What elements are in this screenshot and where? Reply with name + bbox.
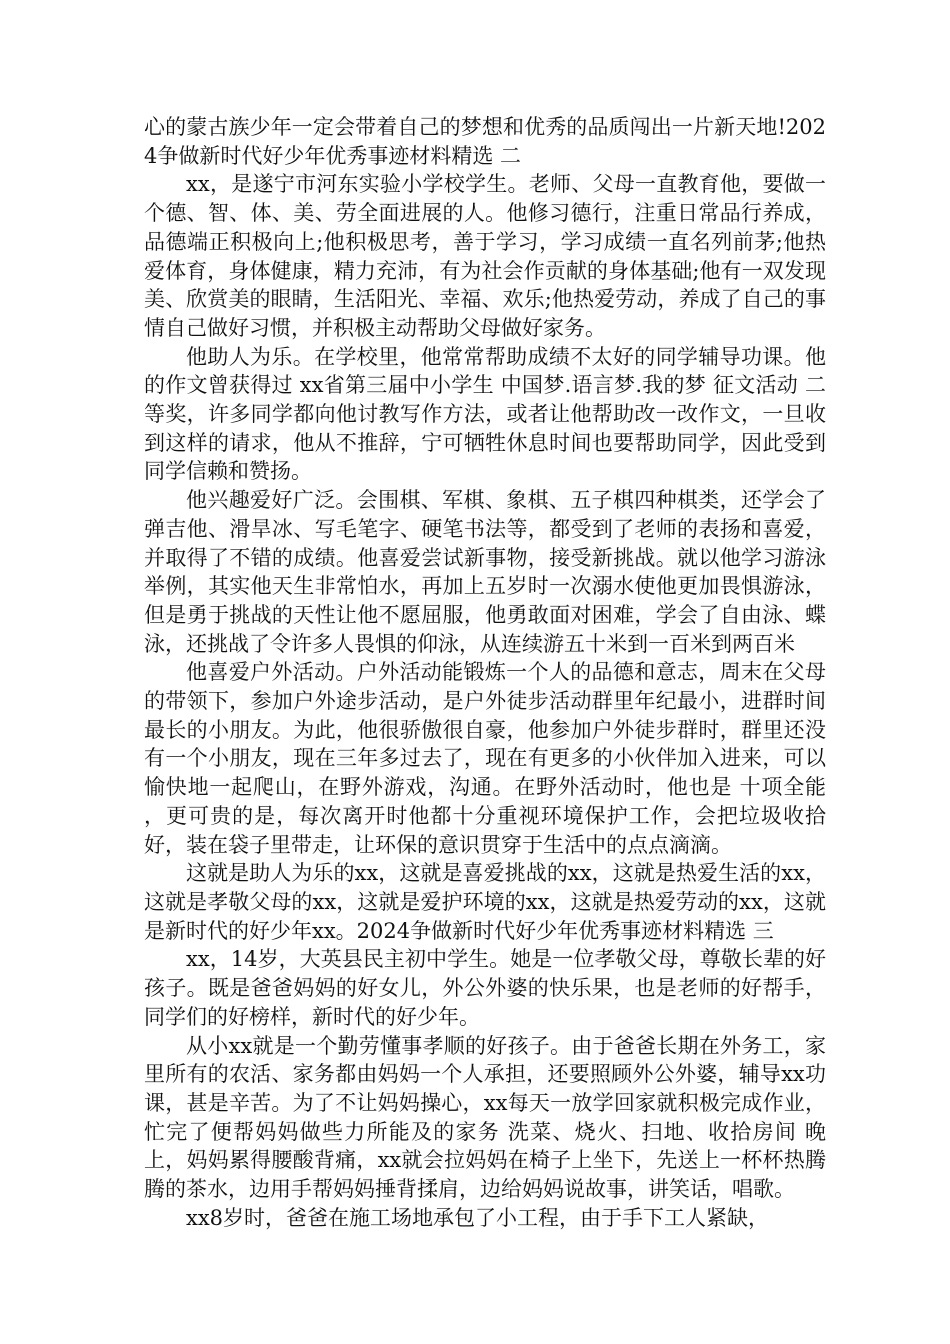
paragraph-continuation: 心的蒙古族少年一定会带着自己的梦想和优秀的品质闯出一片新天地!2024争做新时代好少年优秀事迹材料精选 二 (144, 115, 826, 168)
document-page (144, 113, 826, 1232)
paragraph-helping-others: 他助人为乐。在学校里，他常常帮助成绩不太好的同学辅导功课。他的作文曾获得过 xx省第三届中小学生 中国梦.语言梦.我的梦 征文活动 二等奖，许多同学都向他讨教写作方法，或者让他帮助改一改作文，一旦收到这样的请求，他从不推辞，宁可牺牲休息时间也要帮助同学，因此受到同学信赖和赞扬。 (144, 344, 826, 484)
paragraph-intro-three: xx，14岁，大英县民主初中学生。她是一位孝敬父母，尊敬长辈的好孩子。既是爸爸妈妈的好女儿，外公外婆的快乐果，也是老师的好帮手，同学们的好榜样，新时代的好少年。 (144, 947, 826, 1029)
paragraph-outdoor: 他喜爱户外活动。户外活动能锻炼一个人的品德和意志，周末在父母的带领下，参加户外途步活动，是户外徒步活动群里年纪最小，进群时间最长的小朋友。为此，他很骄傲很自豪，他参加户外徒步群时，群里还没有一个小朋友，现在三年多过去了，现在有更多的小伙伴加入进来，可以愉快地一起爬山，在野外游戏，沟通。在野外活动时，他也是 十项全能 ，更可贵的是，每次离开时他都十分重视环境保护工作，会把垃圾收拾好，装在袋子里带走，让环保的意识贯穿于生活中的点点滴滴。 (144, 660, 826, 857)
paragraph-filial: 从小xx就是一个勤劳懂事孝顺的好孩子。由于爸爸长期在外务工，家里所有的农活、家务都由妈妈一个人承担，还要照顾外公外婆，辅导xx功课，甚是辛苦。为了不让妈妈操心，xx每天一放学回家就积极完成作业，忙完了便帮妈妈做些力所能及的家务 洗菜、烧火、扫地、收拾房间 晚上，妈妈累得腰酸背痛，xx就会拉妈妈在椅子上坐下，先送上一杯杯热腾腾的茶水，边用手帮妈妈捶背揉肩，边给妈妈说故事，讲笑话，唱歌。 (144, 1033, 826, 1202)
paragraph-summary: 这就是助人为乐的xx，这就是喜爱挑战的xx，这就是热爱生活的xx，这就是孝敬父母的xx，这就是爱护环境的xx，这就是热爱劳动的xx，这就是新时代的好少年xx。2024争做新时代好少年优秀事迹材料精选 三 (144, 861, 826, 943)
paragraph-intro: xx，是遂宁市河东实验小学校学生。老师、父母一直教育他，要做一个德、智、体、美、劳全面进展的人。他修习德行，注重日常品行养成，品德端正积极向上;他积极思考，善于学习，学习成绩一直名列前茅;他热爱体育，身体健康，精力充沛，有为社会作贡献的身体基础;他有一双发现美、欣赏美的眼睛，生活阳光、幸福、欢乐;他热爱劳动，养成了自己的事情自己做好习惯，并积极主动帮助父母做好家务。 (144, 172, 826, 340)
paragraph-hobbies: 他兴趣爱好广泛。会围棋、军棋、象棋、五子棋四种棋类，还学会了弹吉他、滑旱冰、写毛笔字、硬笔书法等，都受到了老师的表扬和喜爱，并取得了不错的成绩。他喜爱尝试新事物，接受新挑战。就以他学习游泳举例，其实他天生非常怕水，再加上五岁时一次溺水使他更加畏惧游泳，但是勇于挑战的天性让他不愿屈服，他勇敢面对困难，学会了自由泳、蝶泳，还挑战了令许多人畏惧的仰泳，从连续游五十米到一百米到两百米 (144, 488, 826, 656)
paragraph-age-eight: xx8岁时，爸爸在施工场地承包了小工程，由于手下工人紧缺， (186, 1205, 770, 1230)
